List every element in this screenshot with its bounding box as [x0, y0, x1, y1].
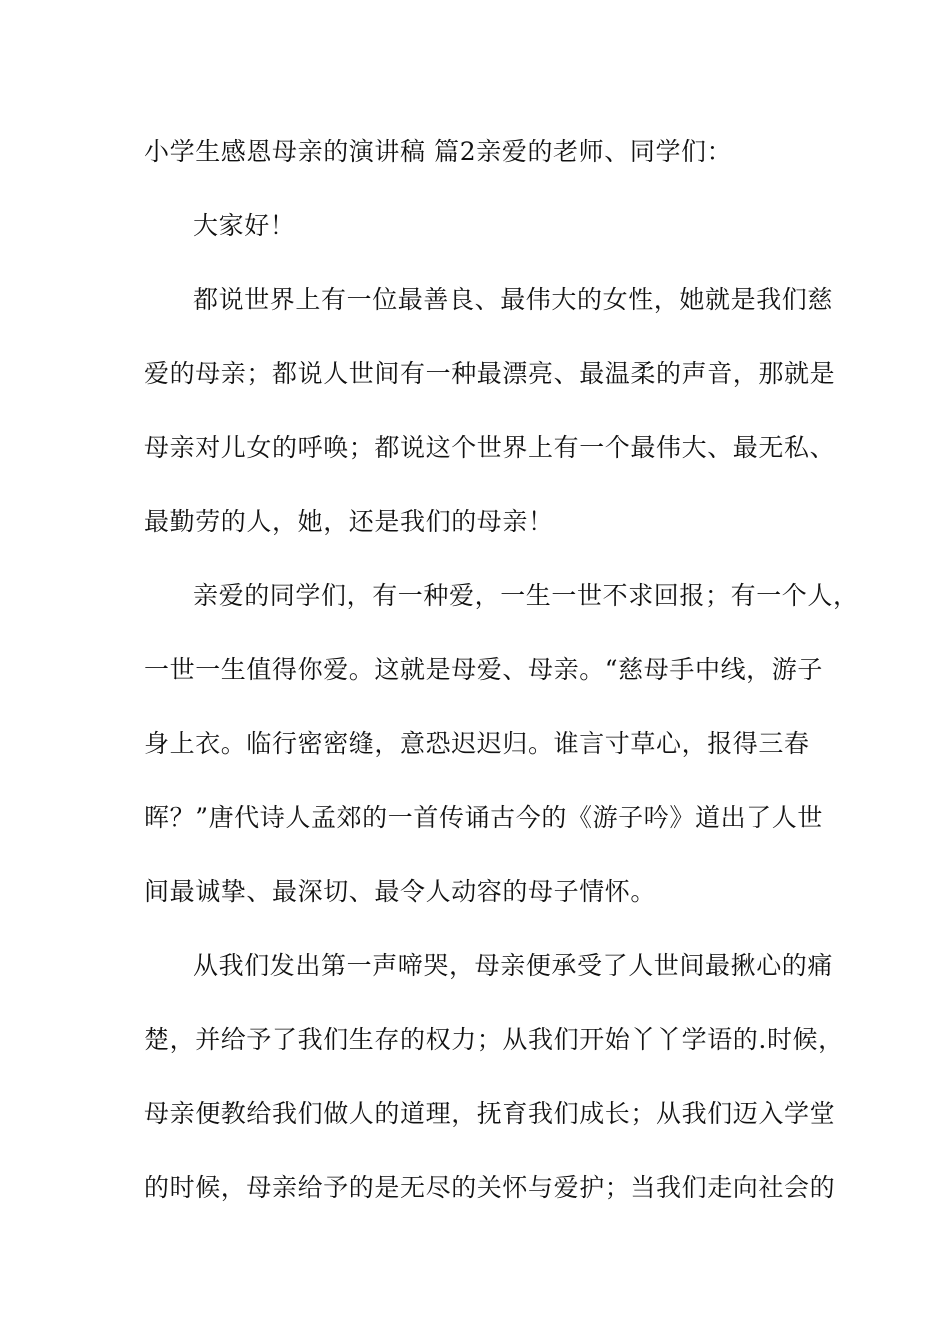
paragraph-1-line-2: 爱的母亲；都说人世间有一种最漂亮、最温柔的声音，那就是	[144, 359, 836, 388]
greeting-line: 大家好！	[193, 211, 296, 240]
paragraph-1-line-3: 母亲对儿女的呼唤；都说这个世界上有一个最伟大、最无私、	[144, 433, 836, 462]
paragraph-3-line-1: 从我们发出第一声啼哭，母亲便承受了人世间最揪心的痛	[193, 951, 834, 980]
paragraph-3-line-4: 的时候，母亲给予的是无尽的关怀与爱护；当我们走向社会的	[144, 1173, 836, 1202]
paragraph-2-line-1: 亲爱的同学们，有一种爱，一生一世不求回报；有一个人，	[193, 581, 859, 610]
paragraph-2-line-3: 身上衣。临行密密缝，意恐迟迟归。谁言寸草心，报得三春	[144, 729, 810, 758]
paragraph-1-line-4: 最勤劳的人，她，还是我们的母亲！	[144, 507, 554, 536]
paragraph-3-line-3: 母亲便教给我们做人的道理，抚育我们成长；从我们迈入学堂	[144, 1099, 836, 1128]
paragraph-3-line-2: 楚，并给予了我们生存的权力；从我们开始丫丫学语的.时候，	[144, 1025, 844, 1054]
paragraph-1-line-1: 都说世界上有一位最善良、最伟大的女性，她就是我们慈	[193, 285, 834, 314]
paragraph-2-line-5: 间最诚挚、最深切、最令人动容的母子情怀。	[144, 877, 657, 906]
paragraph-2-line-2: 一世一生值得你爱。这就是母爱、母亲。“慈母手中线，游子	[144, 655, 823, 684]
document-title-line: 小学生感恩母亲的演讲稿 篇2亲爱的老师、同学们：	[144, 137, 733, 166]
paragraph-2-line-4: 晖？”唐代诗人孟郊的一首传诵古今的《游子吟》道出了人世	[144, 803, 823, 832]
